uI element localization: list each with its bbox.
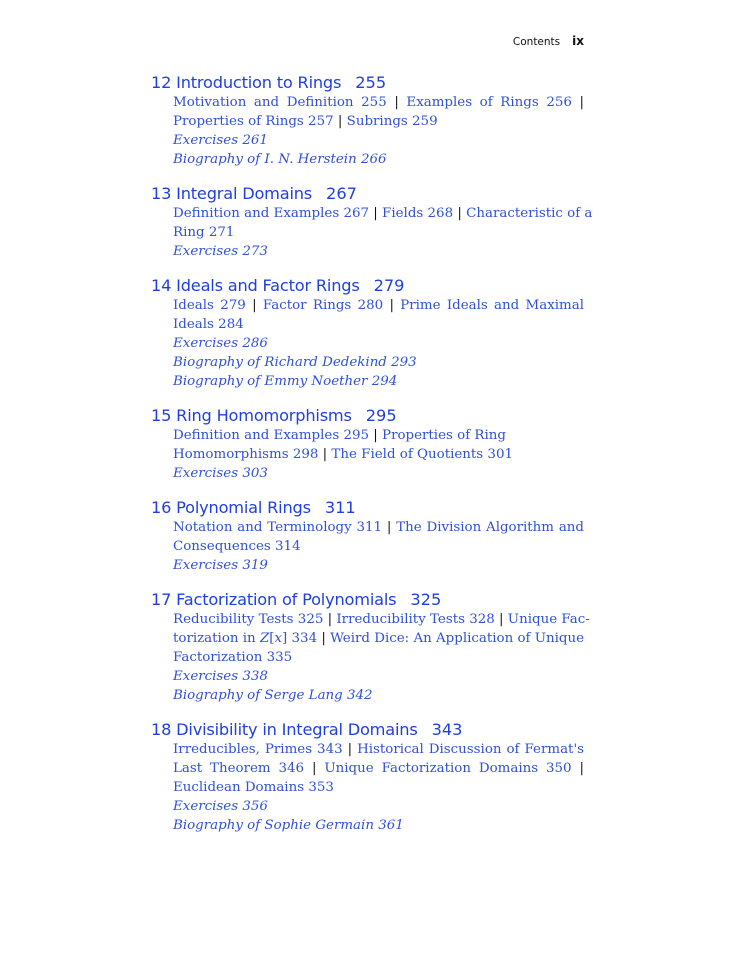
running-head-label: Contents [512,36,561,48]
chapter-number-and-title[interactable]: 16 Polynomial Rings [151,498,311,517]
toc-line[interactable]: Properties of Rings 257 | Subrings 259 [173,114,438,129]
exercises-link[interactable]: Exercises 261 [173,133,268,148]
chapter-number-and-title[interactable]: 13 Integral Domains [151,184,313,203]
separator-bar: | [311,761,317,776]
chapter-15 [151,405,584,483]
separator-bar: | [252,298,257,313]
toc-line[interactable]: Last Theorem 346 | Unique Factorization Domains 350 | [173,761,584,776]
toc-line[interactable]: Factorization 335 [173,650,293,665]
separator-bar: | [322,447,328,462]
running-head [513,34,584,48]
toc-line[interactable]: Euclidean Domains 353 [173,780,334,795]
chapter-heading[interactable] [151,497,584,518]
toc-line[interactable]: Ideals 284 [173,317,244,332]
section-list [173,610,590,705]
toc-line[interactable]: Irreducibles, Primes 343 | Historical Discussion of Fermat's [173,742,584,757]
biography-link[interactable]: Biography of Richard Dedekind 293 [173,355,417,370]
chapter-page[interactable]: 295 [365,406,397,425]
chapter-heading[interactable] [151,275,584,296]
chapter-heading[interactable] [151,589,584,610]
chapter-heading[interactable] [151,72,584,93]
separator-bar: | [386,520,392,535]
section-list [173,296,584,391]
toc-line[interactable]: Motivation and Definition 255 | Examples of Rings 256 | [173,95,584,110]
chapter-number-and-title[interactable]: 17 Factorization of Polynomials [151,590,397,609]
toc-line[interactable]: Ideals 279 | Factor Rings 280 | Prime Ideals and Maximal [173,298,585,313]
table-of-contents [151,72,593,849]
toc-line[interactable]: Consequences 314 [173,539,301,554]
separator-bar: | [579,95,584,110]
running-head-page-number: ix [572,34,584,48]
separator-bar: | [499,612,504,627]
chapter-13 [151,183,593,261]
separator-bar: | [321,631,326,646]
toc-line[interactable]: torization in Z[x] 334 | Weird Dice: An Application of Unique [173,631,585,646]
chapter-page[interactable]: 255 [355,73,387,92]
chapter-page[interactable]: 343 [431,720,463,739]
section-list [173,426,584,483]
separator-bar: | [394,95,399,110]
chapter-17 [151,589,590,705]
biography-link[interactable]: Biography of Serge Lang 342 [173,688,373,703]
chapter-page[interactable]: 311 [324,498,356,517]
separator-bar: | [373,206,378,221]
chapter-18 [151,719,584,835]
section-list [173,204,593,261]
separator-bar: | [347,742,353,757]
chapter-heading[interactable] [151,719,584,740]
biography-link[interactable]: Biography of I. N. Herstein 266 [173,152,387,167]
biography-link[interactable]: Biography of Emmy Noether 294 [173,374,398,389]
chapter-page[interactable]: 325 [410,590,442,609]
toc-line[interactable]: Notation and Terminology 311 | The Division Algorithm and [173,520,584,535]
exercises-link[interactable]: Exercises 319 [173,558,268,573]
exercises-link[interactable]: Exercises 356 [173,799,268,814]
chapter-number-and-title[interactable]: 15 Ring Homomorphisms [151,406,352,425]
exercises-link[interactable]: Exercises 338 [173,669,268,684]
toc-line[interactable]: Definition and Examples 295 | Properties of Ring [173,428,506,443]
chapter-number-and-title[interactable]: 12 Introduction to Rings [151,73,342,92]
separator-bar: | [327,612,333,627]
chapter-page[interactable]: 267 [326,184,357,203]
separator-bar: | [373,428,378,443]
section-list [173,740,584,835]
exercises-link[interactable]: Exercises 273 [173,244,268,259]
chapter-14 [151,275,584,391]
chapter-heading[interactable] [151,183,584,204]
separator-bar: | [457,206,462,221]
separator-bar: | [389,298,394,313]
section-list [173,518,584,575]
chapter-heading[interactable] [151,405,584,426]
chapter-number-and-title[interactable]: 14 Ideals and Factor Rings [151,276,360,295]
separator-bar: | [337,114,343,129]
toc-line[interactable]: Reducibility Tests 325 | Irreducibility Tests 328 | Unique Fac- [173,612,590,627]
math-variable: Z[x] [259,631,288,646]
exercises-link[interactable]: Exercises 286 [173,336,268,351]
toc-line[interactable]: Ring 271 [173,225,235,240]
chapter-number-and-title[interactable]: 18 Divisibility in Integral Domains [151,720,418,739]
toc-line[interactable]: Homomorphisms 298 | The Field of Quotients 301 [173,447,513,462]
biography-link[interactable]: Biography of Sophie Germain 361 [173,818,404,833]
exercises-link[interactable]: Exercises 303 [173,466,268,481]
chapter-16 [151,497,584,575]
chapter-page[interactable]: 279 [373,276,405,295]
chapter-12 [151,72,584,169]
toc-line[interactable]: Definition and Examples 267 | Fields 268 | Characteristic of a [173,206,593,221]
separator-bar: | [579,761,584,776]
section-list [173,93,584,169]
